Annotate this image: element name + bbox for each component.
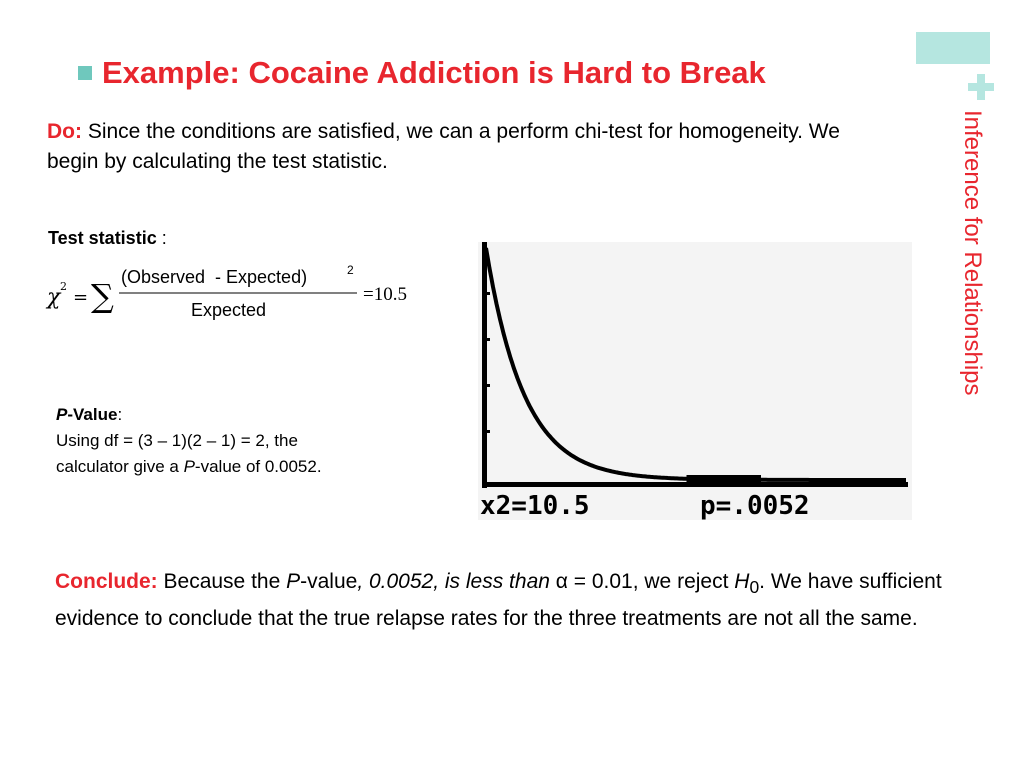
conclude-label: Conclude: xyxy=(55,570,158,593)
calc-p-readout: p=.0052 xyxy=(700,491,810,520)
equals-sign: = xyxy=(73,287,89,308)
plus-icon xyxy=(966,72,996,102)
formula-result: =10.5 xyxy=(363,284,407,305)
sum-symbol: ∑ xyxy=(91,277,114,315)
p-value-line-1: Using df = (3 – 1)(2 – 1) = 2, the xyxy=(56,431,298,450)
formula-numerator: (Observed - Expected) xyxy=(121,267,308,287)
shaded-tail-region xyxy=(687,475,762,483)
do-paragraph xyxy=(47,117,877,177)
title-row xyxy=(78,55,766,91)
calculator-screen xyxy=(478,242,912,520)
test-statistic-label xyxy=(48,228,167,249)
do-label: Do: xyxy=(47,120,82,143)
square-bullet-icon xyxy=(78,66,92,80)
calc-stat-readout: x2=10.5 xyxy=(480,491,590,520)
p-value-block xyxy=(56,402,436,480)
corner-accent-bar xyxy=(916,32,990,64)
test-statistic-colon: : xyxy=(156,228,167,248)
test-statistic-heading: Test statistic xyxy=(48,228,157,248)
chi-exponent: 2 xyxy=(60,280,67,293)
chi-square-density-curve xyxy=(486,248,906,480)
formula-denominator: Expected xyxy=(191,300,267,320)
p-value-line-2: calculator give a P-value of 0.0052. xyxy=(56,457,322,476)
y-axis xyxy=(482,242,490,488)
do-text: Since the conditions are satisfied, we can a perform chi-test for homogeneity. We begin by calculating the test statistic. xyxy=(47,120,840,173)
slide-title: Example: Cocaine Addiction is Hard to Break xyxy=(102,55,766,90)
p-value-heading: P-Value: xyxy=(56,405,123,424)
conclude-paragraph: Conclude: Because the P-value, 0.0052, is less than α = 0.01, we reject $H_0$. We have sufficient evidence to conclude that the true relapse rates for the three treatments are not all the same. xyxy=(55,570,942,631)
section-side-label: Inference for Relationships xyxy=(959,110,986,396)
chi-symbol: χ xyxy=(47,285,61,310)
numerator-exponent: 2 xyxy=(347,263,354,277)
chi-square-formula xyxy=(45,260,435,330)
